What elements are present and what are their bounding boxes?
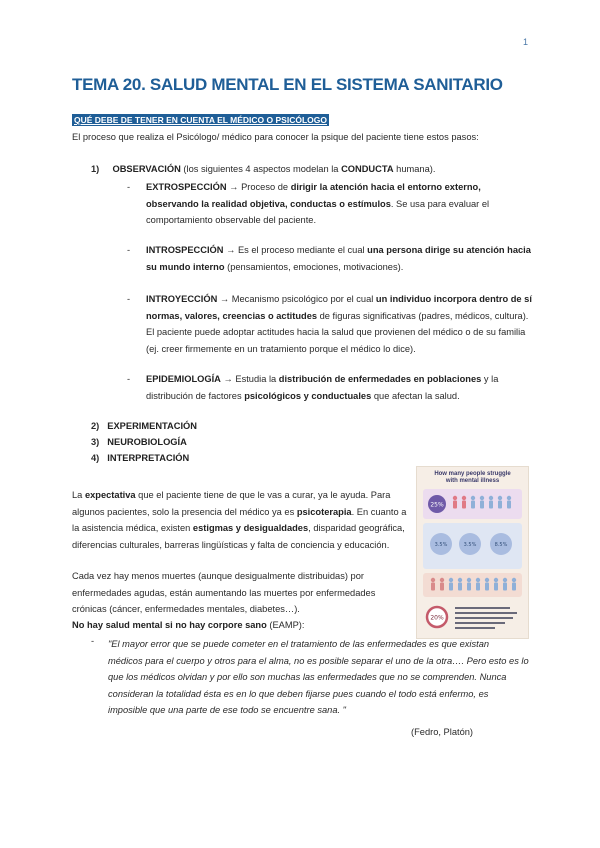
- stat-a: 3.5%: [434, 542, 448, 548]
- bullet-dash: -: [127, 374, 131, 384]
- para-bold: estigmas y desigualdades: [192, 523, 309, 533]
- stat-20: 20%: [430, 614, 444, 622]
- step-2: [91, 421, 197, 431]
- quote-block: [108, 636, 533, 719]
- item-text: (pensamientos, emociones, motivaciones).: [224, 261, 404, 272]
- eamp-text: (EAMP):: [266, 620, 305, 630]
- intro-text: El proceso que realiza el Psicólogo/ médico para conocer la psique del paciente tiene estos pasos:: [72, 132, 479, 142]
- item-text: de figuras significativas (padres, médicos, cultura).: [317, 310, 529, 321]
- step-text: (los siguientes 4 aspectos modelan la: [180, 164, 342, 174]
- quote-line: "El mayor error que se puede cometer en el tratamiento de las enfermedades es que existan: [108, 639, 490, 649]
- step-4: [91, 453, 189, 463]
- para-text: . En cuanto a: [351, 506, 407, 517]
- quote-attribution: (Fedro, Platón): [411, 727, 474, 737]
- page-title: TEMA 20. SALUD MENTAL EN EL SISTEMA SANITARIO: [72, 75, 503, 94]
- step-label: NEUROBIOLOGÍA: [107, 437, 187, 447]
- para-text: diferencias culturales, barreras lingüísticas y falta de conciencia y educación.: [72, 539, 390, 550]
- item-label: INTROSPECCIÓN: [146, 245, 224, 255]
- infographic-graphic: [417, 487, 528, 637]
- list-item: [127, 242, 531, 275]
- item-text: Mecanismo psicológico por el cual: [231, 294, 376, 304]
- list-item: [127, 291, 532, 357]
- para-bold: expectativa: [84, 490, 136, 500]
- item-bold: observando la realidad objetiva, conductas o estímulos: [146, 198, 391, 209]
- item-text: Estudia la: [235, 374, 279, 384]
- step-3: [91, 437, 187, 447]
- item-label: INTROYECCIÓN: [146, 294, 218, 304]
- step-bold: CONDUCTA: [341, 164, 394, 174]
- quote-line: imposible que una parte de ese todo se encuentre sana. ": [108, 705, 346, 715]
- page-number: 1: [522, 37, 528, 47]
- para-text: , disparidad geográfica,: [308, 523, 405, 533]
- step-number: 1): [91, 164, 100, 174]
- item-text: El paciente puede adoptar actitudes hacia la salud que provienen del médico o de su familia: [146, 327, 526, 337]
- item-bold: un individuo incorpora dentro de sí: [375, 294, 532, 304]
- para-bold: psicoterapia: [296, 506, 352, 517]
- section-heading: QUÉ DEBE DE TENER EN CUENTA EL MÉDICO O PSICÓLOGO: [74, 115, 327, 125]
- arrow-icon: →: [223, 245, 238, 255]
- list-item: [127, 371, 532, 404]
- infographic-subtitle: with mental illness: [445, 478, 500, 484]
- stat-b: 8.5%: [494, 542, 508, 548]
- para-text: Cada vez hay menos muertes (aunque desigualmente distribuidas) por: [72, 571, 364, 581]
- step-label: OBSERVACIÓN: [112, 164, 181, 174]
- eamp-bold: No hay salud mental si no hay corpore sano: [72, 620, 267, 630]
- eamp-heading: [72, 620, 305, 630]
- item-label: EPIDEMIOLOGÍA: [146, 374, 221, 384]
- item-text: Proceso de: [241, 182, 291, 192]
- item-text: . Se usa para evaluar el: [390, 198, 490, 209]
- list-item: [127, 179, 527, 229]
- item-text: que afectan la salud.: [371, 390, 460, 401]
- paragraph-expectativa: [72, 487, 407, 553]
- para-text: crónicas (cáncer, enfermedades mentales, diabetes…).: [72, 604, 300, 614]
- paragraph-muertes: [72, 568, 407, 618]
- step-label: INTERPRETACIÓN: [107, 453, 190, 463]
- item-text: y la: [481, 374, 499, 384]
- item-bold: normas, valores, creencias o actitudes: [146, 310, 318, 321]
- svg-text:3.5%: 3.5%: [463, 542, 477, 548]
- para-text: enfermedades agudas, están aumentando las muertes por enfermedades: [72, 587, 376, 598]
- item-text: distribución de factores: [146, 390, 245, 401]
- quote-line: que los médicos olvidan y por ello son muchas las enfermedades que no se comprenden. Nunca: [108, 672, 507, 682]
- step-number: 2): [91, 421, 100, 431]
- item-label: EXTROSPECCIÓN: [146, 182, 227, 192]
- item-text: Es el proceso mediante el cual: [237, 245, 368, 255]
- item-bold: una persona dirige su atención hacia: [367, 245, 531, 255]
- step-number: 4): [91, 453, 100, 463]
- item-bold: distribución de enfermedades en poblaciones: [278, 374, 482, 384]
- arrow-icon: →: [217, 294, 232, 304]
- para-text: la asistencia médica, existen: [72, 523, 193, 533]
- step-text: humana).: [393, 164, 436, 174]
- arrow-icon: →: [226, 182, 242, 192]
- bullet-dash: -: [127, 294, 131, 304]
- step-number: 3): [91, 437, 100, 447]
- step-label: EXPERIMENTACIÓN: [107, 421, 197, 431]
- step-1: [91, 164, 435, 174]
- item-bold: su mundo interno: [146, 261, 225, 272]
- quote-dash: -: [91, 636, 95, 646]
- bullet-dash: -: [127, 182, 131, 192]
- item-text: comportamiento observable del paciente.: [146, 215, 317, 225]
- item-text: (ej. creer firmemente en un tratamiento porque el médico lo dice).: [146, 343, 416, 354]
- bullet-dash: -: [127, 245, 131, 255]
- stat-25: 25%: [430, 501, 444, 509]
- para-text: La: [72, 490, 85, 500]
- item-bold: psicológicos y conductuales: [244, 390, 372, 401]
- arrow-icon: →: [220, 374, 236, 384]
- para-text: algunos pacientes, solo la presencia del médico ya es: [72, 506, 297, 517]
- quote-line: médicos para el cuerpo y otros para el alma, no es posible separar el uno de la otra…. Pero esto es lo: [108, 655, 529, 666]
- quote-line: consideran la totalidad ésta es en lo que deben fijarse pues cuando el todo está enfermo, es: [108, 688, 489, 699]
- mental-illness-infographic: [416, 466, 529, 639]
- item-bold: dirigir la atención hacia el entorno externo,: [290, 182, 481, 192]
- para-text: que el paciente tiene de que le vas a curar, ya le ayuda. Para: [135, 490, 391, 500]
- infographic-title: How many people struggle: [434, 471, 511, 477]
